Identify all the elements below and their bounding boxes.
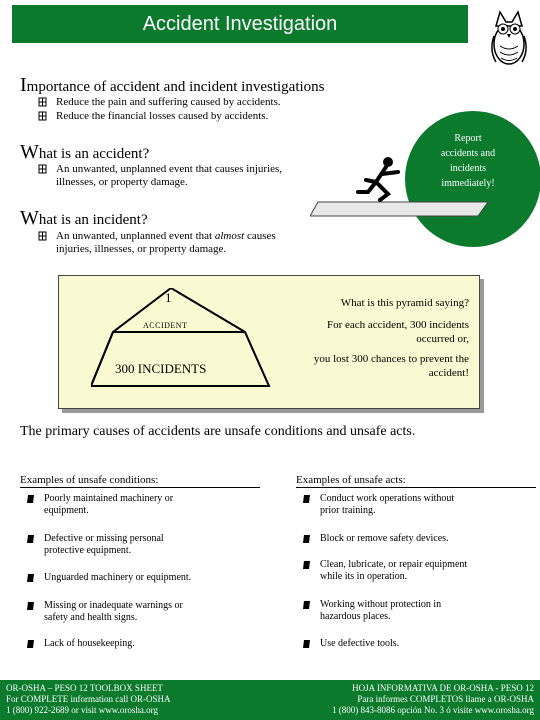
bullet-icon bbox=[26, 601, 35, 611]
bullet-icon bbox=[26, 639, 35, 649]
bullet-icon bbox=[38, 231, 47, 241]
owl-icon bbox=[486, 6, 532, 68]
pyramid-top-label: ACCIDENT bbox=[143, 321, 188, 330]
list-item: An unwanted, unplanned event that almost causes injuries, illnesses, or property damage. bbox=[38, 230, 276, 256]
bullet-icon bbox=[26, 573, 35, 583]
bullet-icon bbox=[302, 639, 311, 649]
acts-heading: Examples of unsafe acts: bbox=[296, 474, 406, 486]
section-accident-heading: What is an accident? bbox=[20, 141, 150, 163]
list-item: Conduct work operations without prior training. bbox=[302, 493, 454, 517]
page-title: Accident Investigation bbox=[142, 13, 338, 35]
report-callout: Report accidents and incidents immediately! bbox=[405, 111, 540, 247]
divider bbox=[296, 487, 536, 488]
pyramid-diagram bbox=[91, 288, 271, 398]
list-item: Reduce the financial losses caused by accidents. bbox=[38, 110, 268, 123]
list-item: Poorly maintained machinery or equipment. bbox=[26, 493, 173, 517]
list-item: Use defective tools. bbox=[302, 638, 399, 650]
running-person-icon bbox=[310, 150, 510, 220]
bullet-icon bbox=[302, 560, 311, 570]
bullet-icon bbox=[38, 97, 47, 107]
section-incident-heading: What is an incident? bbox=[20, 207, 148, 229]
conditions-list bbox=[26, 493, 266, 663]
bullet-icon bbox=[302, 600, 311, 610]
list-item: Reduce the pain and suffering caused by accidents. bbox=[38, 96, 281, 109]
bullet-icon bbox=[302, 494, 311, 504]
conditions-heading: Examples of unsafe conditions: bbox=[20, 474, 159, 486]
pyramid-top-number: 1 bbox=[165, 290, 172, 305]
footer-english: OR-OSHA – PESO 12 TOOLBOX SHEET For COMPLETE information call OR-OSHA 1 (800) 922-2689 or visit www.orosha.org bbox=[6, 683, 171, 715]
title-banner bbox=[12, 5, 468, 43]
list-item: An unwanted, unplanned event that causes injuries, illnesses, or property damage. bbox=[38, 163, 282, 189]
list-item: Unguarded machinery or equipment. bbox=[26, 572, 191, 584]
pyramid-bottom-label: 300 INCIDENTS bbox=[115, 361, 207, 376]
footer-spanish: HOJA INFORMATIVA DE OR-OSHA - PESO 12 Para informes COMPLETOS llame a OR-OSHA 1 (800) 843-8086 opción No. 3 ó visite www.orosha.org bbox=[332, 683, 534, 715]
list-item: Lack of housekeeping. bbox=[26, 638, 135, 650]
list-item: Missing or inadequate warnings or safety and health signs. bbox=[26, 600, 183, 624]
footer bbox=[0, 680, 540, 720]
pyramid-panel bbox=[58, 275, 480, 409]
bullet-icon bbox=[38, 164, 47, 174]
list-item: Clean, lubricate, or repair equipment while its in operation. bbox=[302, 559, 467, 583]
pyramid-question: What is this pyramid saying? bbox=[340, 297, 469, 309]
divider bbox=[20, 487, 260, 488]
list-item: Defective or missing personal protective equipment. bbox=[26, 533, 164, 557]
bullet-icon bbox=[26, 494, 35, 504]
section-importance-heading: Importance of accident and incident investigations bbox=[20, 74, 325, 96]
pyramid-answer-2: you lost 300 chances to prevent the accident! bbox=[313, 353, 469, 379]
bullet-icon bbox=[38, 111, 47, 121]
primary-causes: The primary causes of accidents are unsafe conditions and unsafe acts. bbox=[20, 424, 416, 439]
bullet-icon bbox=[26, 534, 35, 544]
pyramid-answer-1: For each accident, 300 incidents occurred or, bbox=[326, 319, 469, 345]
list-item: Block or remove safety devices. bbox=[302, 533, 449, 545]
acts-list bbox=[302, 493, 538, 663]
list-item: Working without protection in hazardous places. bbox=[302, 599, 441, 623]
bullet-icon bbox=[302, 534, 311, 544]
